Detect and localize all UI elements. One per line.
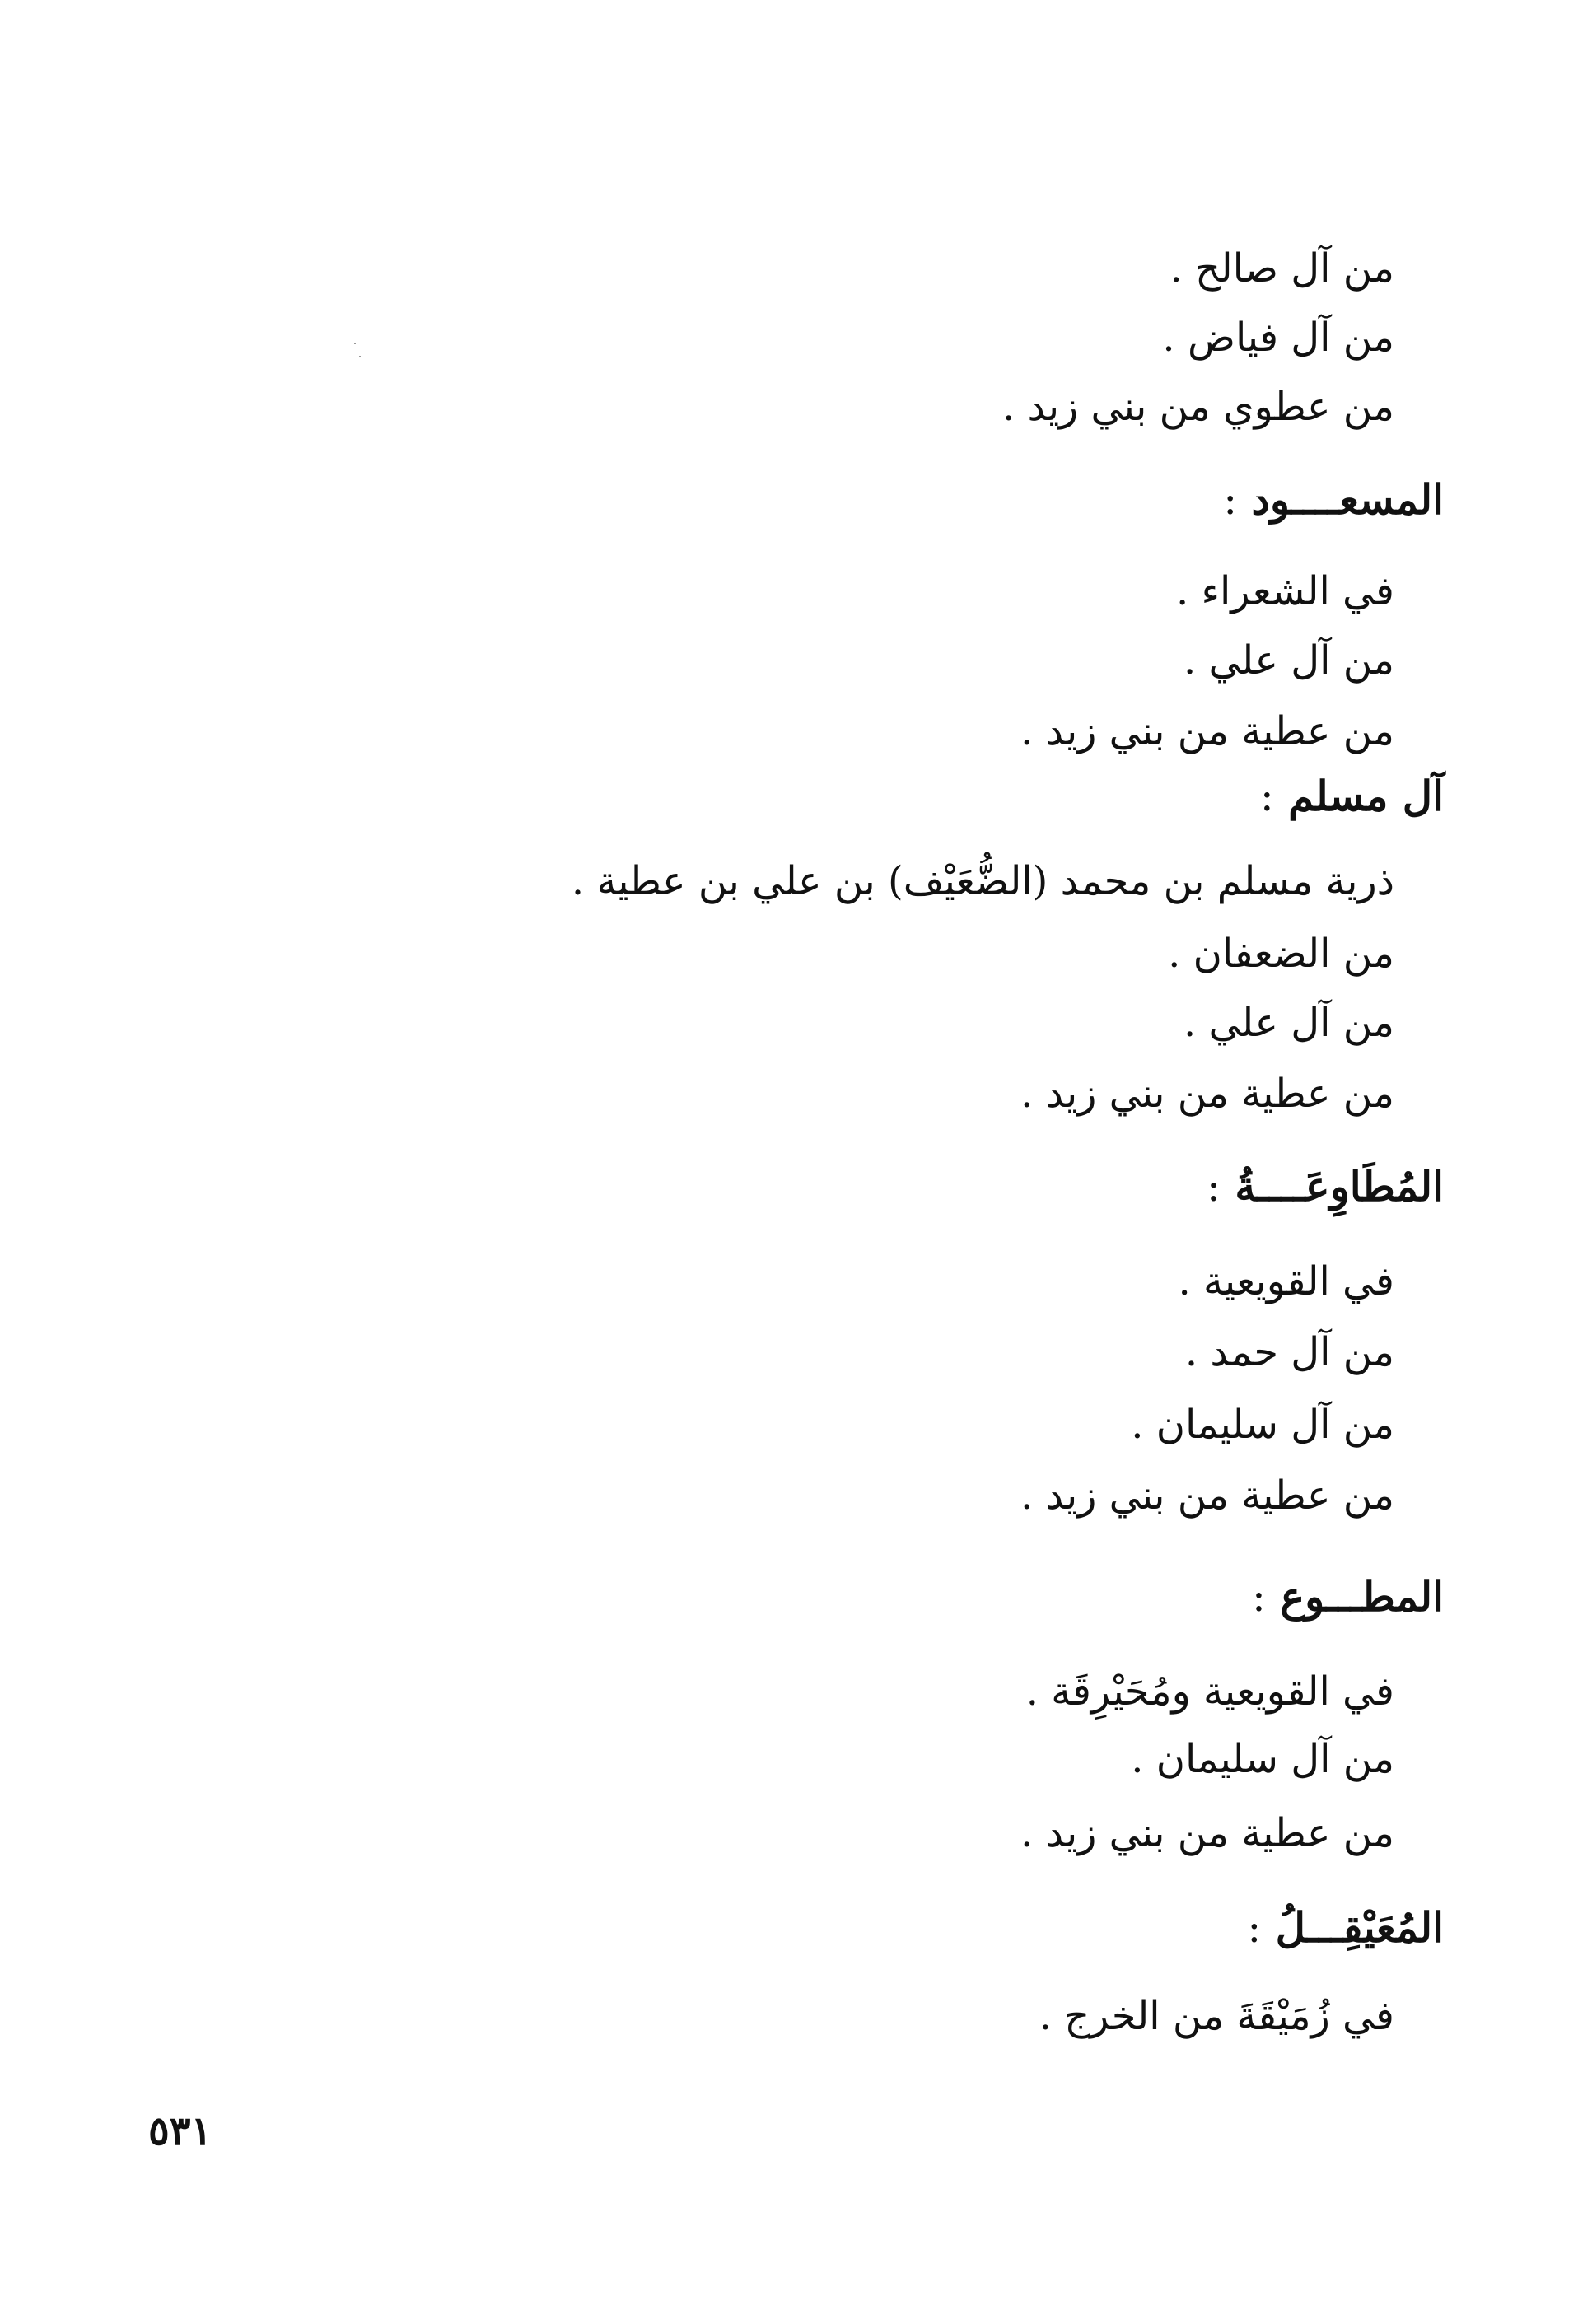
text-line: من عطية من بني زيد . (1020, 1810, 1394, 1856)
heading-text: المُعَيْقِـــلُ (1275, 1903, 1444, 1952)
text-line: من آل علي . (1183, 637, 1394, 684)
text-line: من عطية من بني زيد . (1020, 708, 1394, 754)
heading-text: المطـــوع (1280, 1572, 1444, 1621)
text-line: من عطية من بني زيد . (1020, 1472, 1394, 1519)
scan-speck (359, 356, 361, 357)
text-line: من الضعفان . (1168, 931, 1394, 977)
heading-colon: : (1247, 1904, 1262, 1952)
heading-text: آل مسلم (1288, 772, 1444, 820)
text-line: في القويعية ومُحَيْرِقَة . (1025, 1668, 1394, 1715)
section-heading (1252, 1571, 1444, 1622)
text-line: من آل صالح . (1169, 245, 1394, 292)
text-line: في القويعية . (1178, 1258, 1394, 1304)
section-heading (1247, 1902, 1444, 1953)
text-line: من آل فياض . (1162, 315, 1394, 361)
text-line: من عطية من بني زيد . (1020, 1071, 1394, 1117)
text-line: من آل سليمان . (1131, 1402, 1394, 1448)
heading-text: المُطَاوِعَــــةُ (1235, 1162, 1444, 1211)
heading-text: المسعــــود (1251, 475, 1444, 524)
text-line: ذرية مسلم بن محمد (الضُّعَيْف) بن علي بن عطية . (571, 858, 1394, 904)
section-heading (1260, 771, 1444, 822)
text-line: من عطوي من بني زيد . (1001, 384, 1394, 430)
text-line: من آل سليمان . (1131, 1736, 1394, 1782)
heading-colon: : (1207, 1163, 1221, 1211)
heading-colon: : (1259, 772, 1274, 820)
heading-colon: : (1223, 476, 1238, 524)
text-line: من آل حمد . (1184, 1329, 1394, 1375)
section-heading (1223, 474, 1444, 525)
page-number: ٥٣١ (148, 2108, 212, 2154)
text-line: في الشعراء . (1175, 568, 1394, 614)
text-line: في زُمَيْقَةَ من الخرج . (1039, 1993, 1394, 2039)
heading-colon: : (1252, 1573, 1266, 1621)
section-heading (1207, 1161, 1444, 1212)
text-line: من آل علي . (1183, 1000, 1394, 1046)
scan-speck (354, 343, 356, 344)
